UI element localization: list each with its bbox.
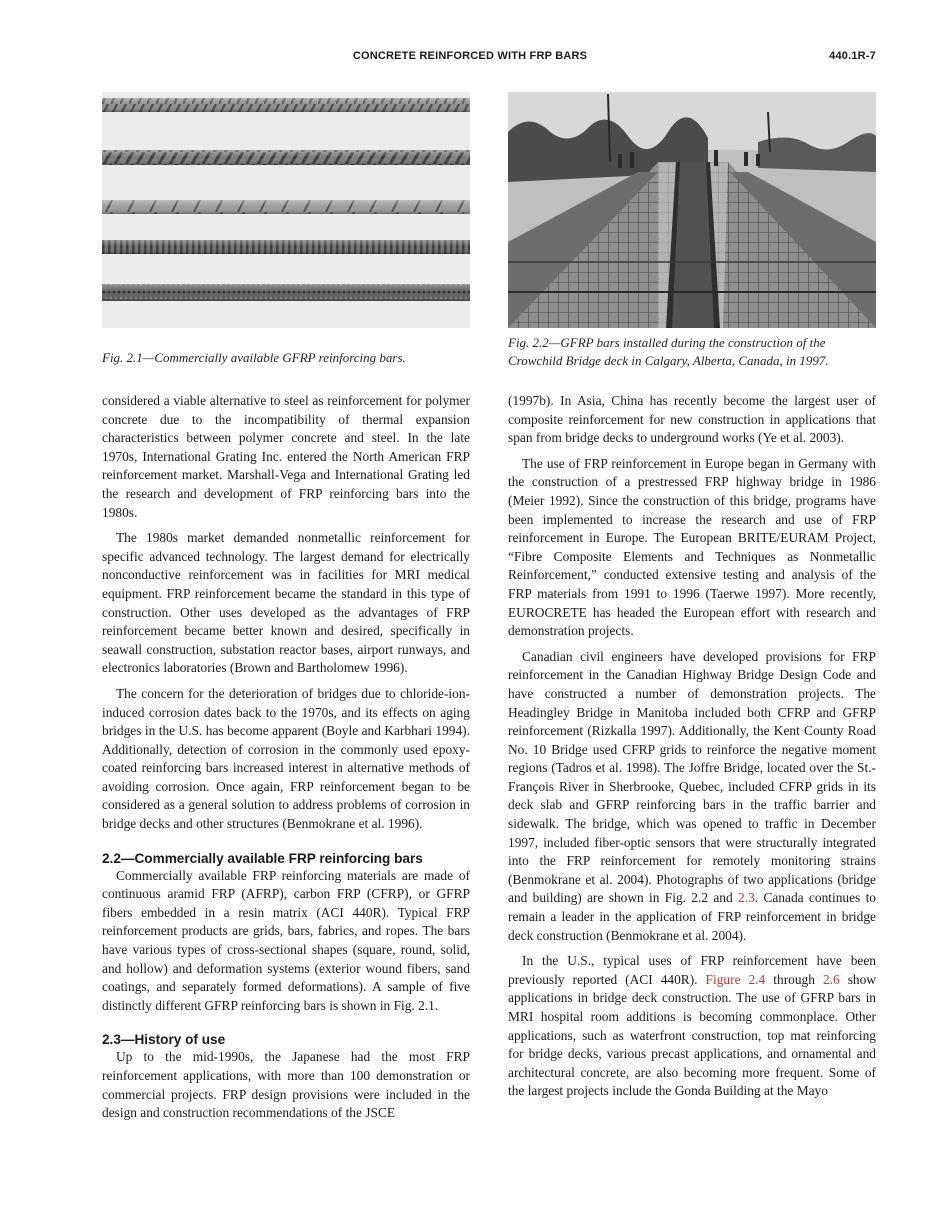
paragraph: The 1980s market demanded nonmetallic reinforcement for specific advanced technology. The largest demand for electrically nonconductive reinforcement was in facilities for MRI medical equipment. FRP reinforcement became the standard in this type of construction. Other uses developed as the advantages of FRP reinforcement became better known and desired, specifically in seawall construction, substation reactor bases, airport runways, and electronics laboratories (Brown and Bartholomew 1996). xyxy=(102,530,470,676)
figure-crowchild-bridge xyxy=(508,92,876,328)
figure-2-2-caption: Fig. 2.2—GFRP bars installed during the construction of the Crowchild Bridge deck in Calgary, Alberta, Canada, in 1997. xyxy=(508,335,829,368)
paragraph: The use of FRP reinforcement in Europe began in Germany with the construction of a prestressed FRP highway bridge in 1986 (Meier 1992). Since the construction of this bridge, programs have been implemented to increase the research and use of FRP reinforcement in Europe. The European BRITE/EURAM Project, “Fibre Composite Elements and Techniques as Nonmetallic Reinforcement,” conducted extensive testing and analysis of the FRP materials from 1991 to 1996 (Taerwe 1997). More recently, EUROCRETE has headed the European effort with research and demonstration projects. xyxy=(508,455,876,639)
paragraph xyxy=(508,648,876,946)
paragraph-text: In the U.S., typical uses of FRP reinforcement have been previously reported (ACI 440R). xyxy=(508,953,876,987)
paragraph-text: show applications in bridge deck construction. The use of GFRP bars in MRI hospital room additions is becoming commonplace. Other applications, such as waterfront construction, top mat reinforcing for bridge decks, various precast applications, and ornamental and architectural concrete, are also becoming more frequent. Some of the largest projects include the Gonda Building at the Mayo xyxy=(508,971,876,1099)
paragraph-text: through xyxy=(773,971,815,987)
paragraph-text: . Canada continues to remain a leader in the application of FRP reinforcement in bridge deck construction (Benmokrane et al. 2004). xyxy=(508,890,876,943)
bar-2 xyxy=(102,150,470,165)
paragraph: Up to the mid-1990s, the Japanese had the most FRP reinforcement applications, with more than 100 demonstration or commercial projects. FRP design provisions were included in the design and construction recommendations of the JSCE xyxy=(102,1049,470,1121)
paragraph: The concern for the deterioration of bridges due to chloride-ion-induced corrosion dates back to the 1970s, and its effects on aging bridges in the U.S. has become apparent (Boyle and Karbhari 1994). Additionally, detection of corrosion in the commonly used epoxy-coated reinforcing bars increased interest in alternative methods of avoiding corrosion. Once again, FRP reinforcement began to be considered as a general solution to address problems of corrosion in bridge decks and other structures (Benmokrane et al. 1996). xyxy=(102,685,470,832)
figure-2-6-link[interactable]: 2.6 xyxy=(822,971,840,987)
page-number: 440.1R-7 xyxy=(829,50,876,62)
section-heading-2-2: 2.2—Commercially available FRP reinforcing bars xyxy=(102,850,423,866)
figure-2-1-caption: Fig. 2.1—Commercially available GFRP reinforcing bars. xyxy=(102,350,406,365)
right-column xyxy=(508,392,876,1108)
figure-gfrp-bars xyxy=(102,92,470,328)
bar-1 xyxy=(102,98,470,112)
paragraph: considered a viable alternative to steel as reinforcement for polymer concrete due to the incompatibility of thermal expansion characteristics between polymer concrete and steel. In the late 1970s, International Grating Inc. entered the North American FRP reinforcement market. Marshall-Vega and International Grating led the research and development of FRP reinforcing bars into the 1980s. xyxy=(102,393,470,520)
paragraph: Commercially available FRP reinforcing materials are made of continuous aramid FRP (AFRP), carbon FRP (CFRP), or GFRP fibers embedded in a resin matrix (ACI 440R). Typical FRP reinforcement products are grids, bars, fabrics, and ropes. The bars have various types of cross-sectional shapes (square, round, solid, and hollow) and deformation systems (exterior wound fibers, sand coatings, and separately formed deformations). A sample of five distinctly different GFRP reinforcing bars is shown in Fig. 2.1. xyxy=(102,867,470,1013)
bar-4 xyxy=(102,240,470,254)
bar-5 xyxy=(102,284,470,301)
figure-2-3-link[interactable]: 2.3 xyxy=(738,890,755,906)
paragraph: (1997b). In Asia, China has recently become the largest user of composite reinforcement for new construction in applications that span from bridge decks to underground works (Ye et al. 2003). xyxy=(508,393,876,446)
figure-2-4-link[interactable]: Figure 2.4 xyxy=(705,971,766,987)
running-head xyxy=(0,50,940,68)
running-title: CONCRETE REINFORCED WITH FRP BARS xyxy=(352,50,588,62)
bar-3 xyxy=(102,200,470,214)
paragraph xyxy=(508,952,876,1101)
section-heading-2-3: 2.3—History of use xyxy=(102,1032,226,1048)
gfrp-bars-photo xyxy=(102,92,470,328)
bridge-deck-photo xyxy=(508,92,876,328)
left-column xyxy=(102,392,470,1130)
paragraph-text: Canadian civil engineers have developed provisions for FRP reinforcement in the Canadian Highway Bridge Design Code and have constructed a number of demonstration projects. The Headingley Bridge in Manitoba included both CFRP and GFRP reinforcement (Rizkalla 1997). Additionally, the Kent County Road No. 10 Bridge used CFRP grids to reinforce the negative moment regions (Tadros et al. 1998). The Joffre Bridge, located over the St.-François River in Sherbrooke, Quebec, included CFRP grids in its deck slab and GFRP reinforcing bars in the traffic barrier and sidewalk. The bridge, which was opened to traffic in December 1997, included fiber-optic sensors that were structurally integrated into the FRP reinforcement for remotely monitoring strains (Benmokrane et al. 2004). Photographs of two applications (bridge and building) are shown in Fig. 2.2 and xyxy=(508,648,876,906)
